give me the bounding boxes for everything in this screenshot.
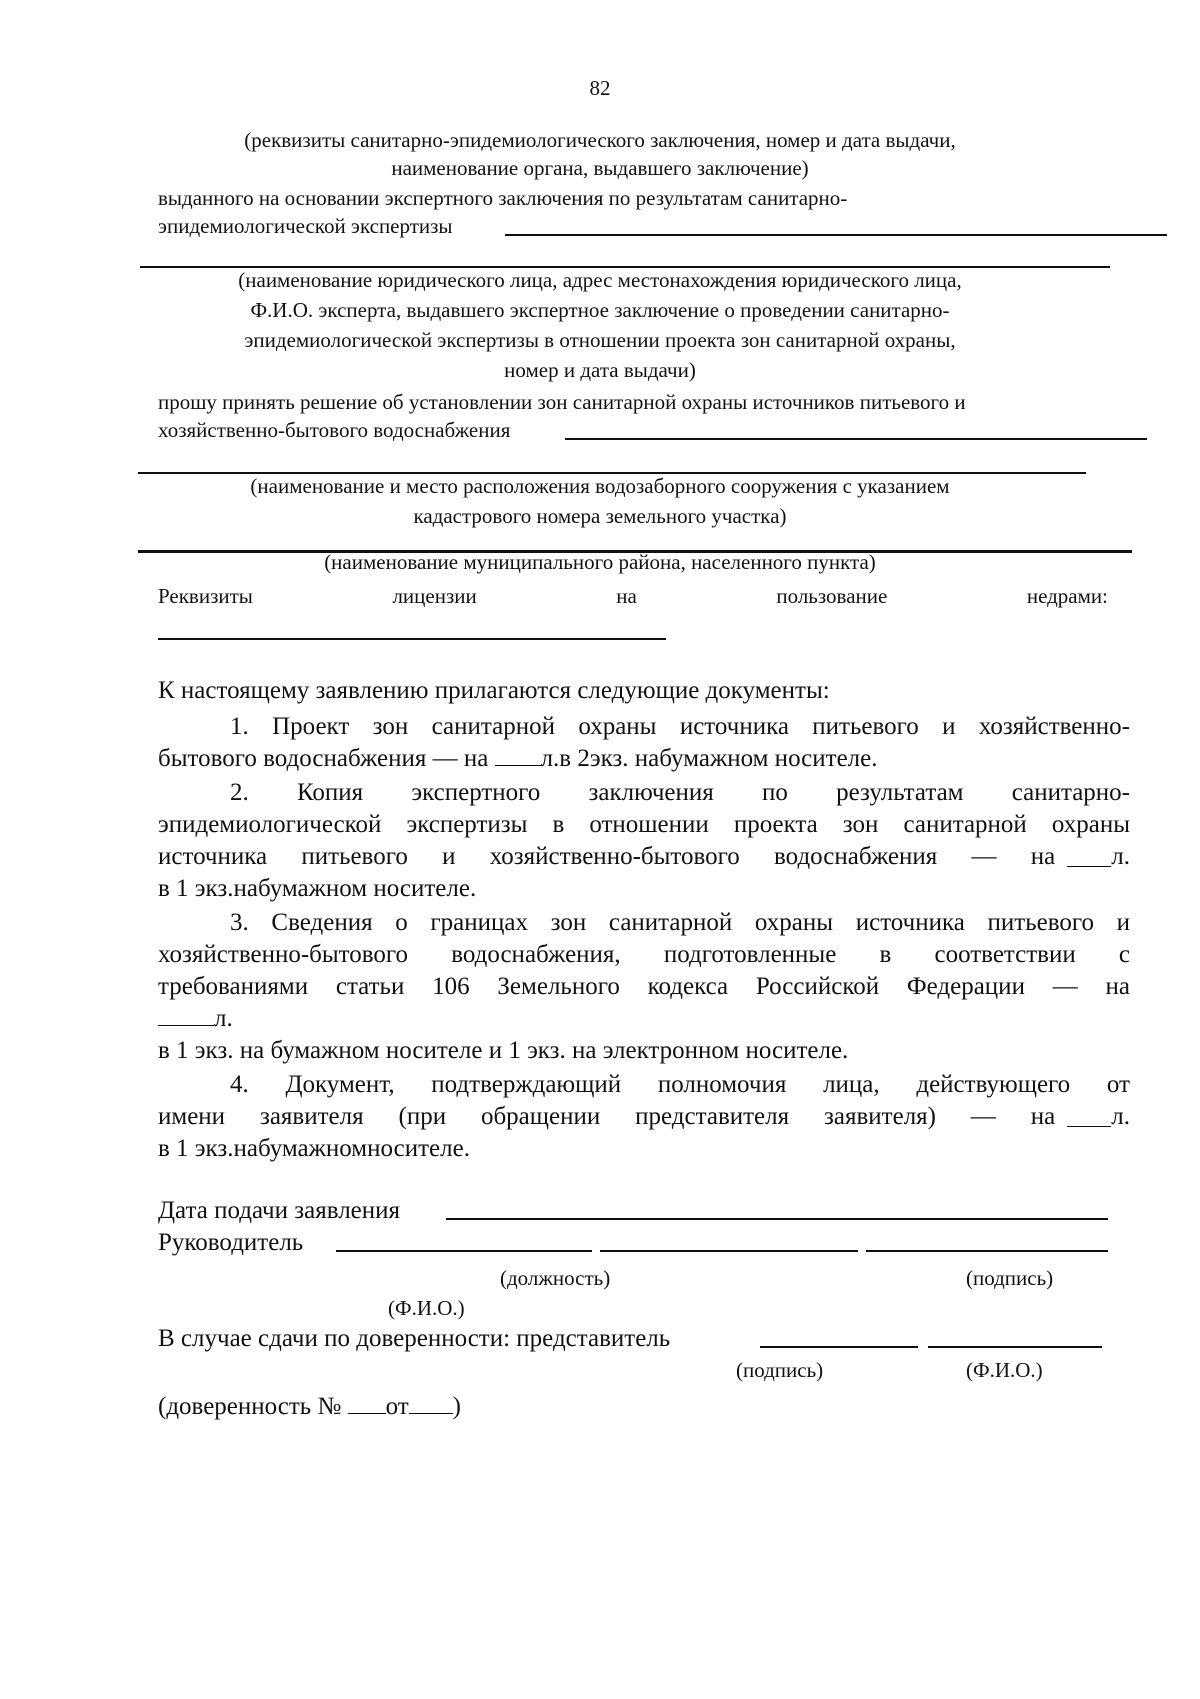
- fill-blank-poa-number[interactable]: [348, 1393, 386, 1414]
- fill-blank-item4: [1067, 1106, 1111, 1127]
- item1-line2: бытового водоснабжения — на л.в 2экз. набумажном носителе.: [158, 745, 878, 772]
- head-label: Руководитель: [158, 1229, 304, 1256]
- license-word-1: Реквизиты: [158, 584, 253, 608]
- caption-expert-line4: номер и дата выдачи): [504, 358, 696, 382]
- item1-line1: 1. Проект зон санитарной охраны источника питьевого и хозяйственно-: [230, 713, 1130, 740]
- item3-line3: требованиями статьи 106 Земельного кодекса Российской Федерации — на: [158, 973, 1130, 1000]
- issued-based-line1: выданного на основании экспертного заключения по результатам санитарно-: [158, 186, 848, 210]
- fill-blank-item3: [158, 1005, 214, 1026]
- caption-proxy-fio: (Ф.И.О.): [966, 1358, 1043, 1382]
- caption-signature: (подпись): [966, 1266, 1054, 1290]
- caption-proxy-signature: (подпись): [736, 1358, 824, 1382]
- caption-expert-line2: Ф.И.О. эксперта, выдавшего экспертное заключение о проведении санитарно-: [250, 298, 950, 322]
- item2-line1: 2. Копия экспертного заключения по результатам санитарно-: [230, 779, 1130, 806]
- fill-line-water-supply: [565, 438, 1147, 440]
- license-requisites-row: [158, 582, 1108, 610]
- caption-fio: (Ф.И.О.): [388, 1296, 465, 1320]
- fill-line-expertise: [505, 234, 1167, 236]
- fill-blank-poa-date[interactable]: [409, 1393, 453, 1414]
- caption-expert-line1: (наименование юридического лица, адрес местонахождения юридического лица,: [238, 268, 962, 292]
- item3-line1: 3. Сведения о границах зон санитарной охраны источника питьевого и: [230, 909, 1130, 936]
- caption-district: (наименование муниципального района, населенного пункта): [324, 550, 876, 574]
- license-word-2: лицензии: [392, 584, 477, 608]
- fill-line-position[interactable]: [336, 1250, 592, 1252]
- item2-line2: эпидемиологической экспертизы в отношении проекта зон санитарной охраны: [158, 811, 1130, 838]
- request-line1: прошу принять решение об установлении зон санитарной охраны источников питьевого и: [158, 390, 966, 414]
- caption-requisites-line1: (реквизиты санитарно-эпидемиологического заключения, номер и дата выдачи,: [244, 128, 956, 152]
- attachments-intro: К настоящему заявлению прилагаются следующие документы:: [158, 677, 830, 704]
- request-line2: хозяйственно-бытового водоснабжения: [158, 418, 511, 442]
- item3-line5: в 1 экз. на бумажном носителе и 1 экз. на электронном носителе.: [158, 1037, 849, 1064]
- item4-line1: 4. Документ, подтверждающий полномочия лица, действующего от: [230, 1071, 1130, 1098]
- caption-facility-line2: кадастрового номера земельного участка): [413, 504, 787, 528]
- fill-line-date[interactable]: [446, 1218, 1108, 1220]
- license-word-3: на: [616, 584, 637, 608]
- item2-line4: в 1 экз.набумажном носителе.: [158, 875, 477, 902]
- proxy-label: В случае сдачи по доверенности: представитель: [158, 1325, 671, 1352]
- fill-line-proxy-signature[interactable]: [760, 1346, 918, 1348]
- fill-line-proxy-fio[interactable]: [928, 1346, 1102, 1348]
- item2-line3: источника питьевого и хозяйственно-бытового водоснабжения — на л.: [158, 843, 1130, 870]
- item4-line2: имени заявителя (при обращении представителя заявителя) — на л.: [158, 1103, 1130, 1130]
- caption-facility-line1: (наименование и место расположения водозаборного сооружения с указанием: [250, 474, 950, 498]
- issued-based-line2: эпидемиологической экспертизы: [158, 214, 453, 238]
- date-label: Дата подачи заявления: [158, 1197, 401, 1224]
- license-word-4: пользование: [776, 584, 888, 608]
- fill-blank-item2: [1067, 846, 1111, 867]
- fill-blank-item1: [495, 745, 541, 766]
- caption-requisites-line2: наименование органа, выдавшего заключение): [391, 156, 809, 180]
- power-of-attorney: (доверенность № от ): [158, 1393, 461, 1420]
- caption-expert-line3: эпидемиологической экспертизы в отношении проекта зон санитарной охраны,: [244, 328, 956, 352]
- license-word-5: недрами:: [1026, 584, 1108, 608]
- fill-line-fio[interactable]: [866, 1250, 1108, 1252]
- fill-line-signature[interactable]: [600, 1250, 858, 1252]
- page-number: 82: [589, 76, 611, 100]
- item3-line2: хозяйственно-бытового водоснабжения, подготовленные в соответствии с: [158, 941, 1130, 968]
- item4-line3: в 1 экз.набумажномносителе.: [158, 1135, 470, 1162]
- item3-line4: л.: [158, 1002, 233, 1035]
- caption-position: (должность): [500, 1266, 611, 1290]
- fill-line-license: [158, 638, 666, 640]
